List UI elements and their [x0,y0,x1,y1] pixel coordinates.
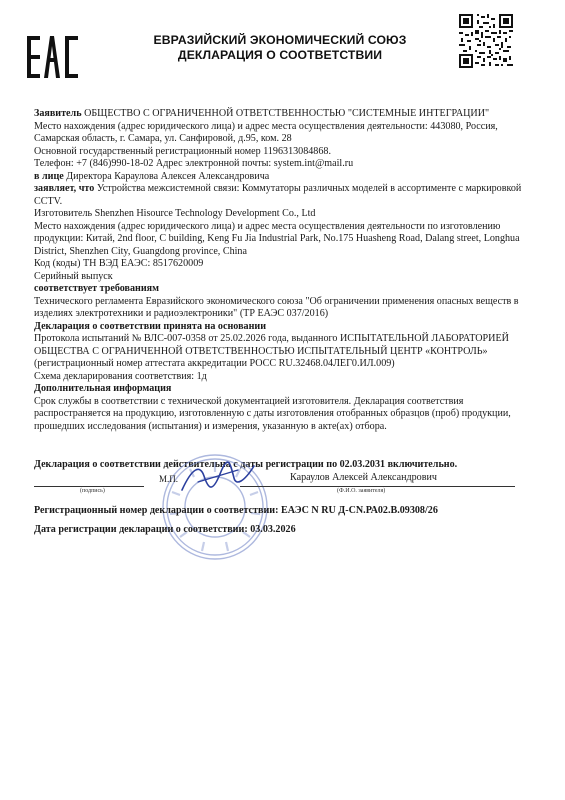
registration-number: Регистрационный номер декларации о соответствии: ЕАЭС N RU Д-CN.РА02.В.09308/26 [34,505,438,516]
signer-name: Караулов Алексей Александрович [290,472,437,483]
declaration-scheme: Схема декларирования соответствия: 1д [34,370,207,382]
manufacturer: Изготовитель Shenzhen Hisource Technology Development Co., Ltd [34,208,316,219]
handwritten-signature [178,460,258,496]
additional-info-text: Срок службы в соответствии с технической документацией изготовителя. Декларация соответствия распространяется на продукцию, изготовленную с даты изготовления отобранных образцов (проб) продукции, прошедших исследования (испытания) и измерения, указанную в акте(ах) отбора. [34,395,511,432]
header-declaration-title: ДЕКЛАРАЦИЯ О СООТВЕТСТВИИ [177,48,383,62]
compliance-label: соответствует требованиям [34,283,160,294]
basis-text: Протокола испытаний № ВЛС-007-0358 от 25.02.2026 года, выданного ИСПЫТАТЕЛЬНОЙ ЛАБОРАТОРИЕЙ ОБЩЕСТВА С ОГРАНИЧЕННОЙ ОТВЕТСТВЕННОСТЬЮ ИСПЫТАТЕЛЬНЫЙ ЦЕНТР «КОНТРОЛЬ» (регистрационный номер аттестата аккредитации РОСС RU.32468.04ЛЕГ0.ИЛ.009) [34,333,509,369]
manufacturer-address: Место нахождения (адрес юридического лица) и адрес места осуществления деятельности по изготовлению продукции: Китай, 2nd floor, C building, Keng Fu Jia Industrial Park, No.175 Huasheng Road, Dalang street, Longhua District, Shenzhen City, Guangdong province, China [34,220,520,257]
person-label: в лице [34,170,64,182]
applicant-label: Заявитель [34,108,82,119]
qr-code-icon [459,14,513,68]
registration-date: Дата регистрации декларации о соответствии: 03.03.2026 [34,524,296,535]
applicant-person: Директора Караулова Алексея Александровича [63,170,270,182]
applicant-person-block [34,171,534,184]
applicant-block [34,108,534,121]
compliance-text: Технического регламента Евразийского экономического союза "Об ограничении применения опасных веществ в изделиях электротехники и радиоэлектроники" (ТР ЕАЭС 037/2016) [34,295,519,319]
basis-label: Декларация о соответствии принята на основании [34,320,267,332]
applicant-name: ОБЩЕСТВО С ОГРАНИЧЕННОЙ ОТВЕТСТВЕННОСТЬЮ "СИСТЕМНЫЕ ИНТЕГРАЦИИ" [81,108,490,119]
name-caption: (Ф.И.О. заявителя) [337,488,386,494]
header-union-title: ЕВРАЗИЙСКИЙ ЭКОНОМИЧЕСКИЙ СОЮЗ [153,33,407,47]
applicant-contacts: Телефон: +7 (846)990-18-02 Адрес электронной почты: system.int@mail.ru [34,158,354,169]
applicant-address: Место нахождения (адрес юридического лица) и адрес места осуществления деятельности: 443080, Россия, Самарская область, г. Самара, ул. Санфировой, д.95, ком. 28 [34,120,498,144]
release-type: Серийный выпуск [34,270,113,282]
eac-logo [27,36,79,78]
declares-block [34,183,534,208]
signature-caption: (подпись) [80,488,105,494]
stamp-place-label: М.П. [159,474,179,484]
signature-line [34,486,144,487]
validity-statement: Декларация о соответствии действительна с даты регистрации по 02.03.2031 включительно. [34,459,458,470]
name-line [240,486,515,487]
declaration-body [34,108,534,433]
additional-info-label: Дополнительная информация [34,383,172,394]
document-header [100,33,460,63]
declares-label: заявляет, что [34,183,95,194]
tn-ved-code: Код (коды) ТН ВЭД ЕАЭС: 8517620009 [34,258,204,269]
applicant-ogrn: Основной государственный регистрационный номер 1196313084868. [34,145,331,157]
product-description: Устройства межсистемной связи: Коммутаторы различных моделей в ассортименте с маркировкой CCTV. [34,183,522,207]
